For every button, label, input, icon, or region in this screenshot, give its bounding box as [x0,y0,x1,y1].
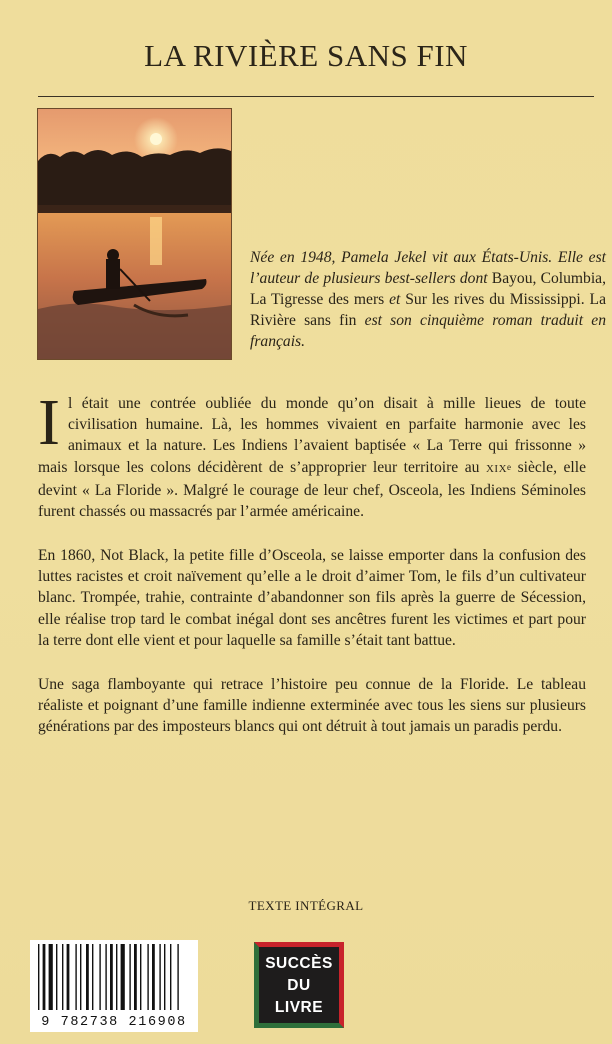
book-title: LA RIVIÈRE SANS FIN [144,38,468,73]
cover-photo [37,108,232,360]
century-numeral: XIX [485,462,508,475]
logo-line-3: LIVRE [274,999,324,1016]
bio-text: est son cinquième roman traduit en français. [250,312,606,350]
bio-text: et [384,291,406,308]
summary-paragraph-1 [38,386,586,522]
summary-paragraph-2: En 1860, Not Black, la petite fille d’Osceola, se laisse emporter dans la confusion des luttes racistes et croit naïvement qu’elle a le droit d’aimer Tom, le fils d’un cultivateur blanc. Trompée, trahie, contrainte d’abandonner son fils après la guerre de Sécession, elle réalise trop tard le combat inégal dont ses ancêtres furent les victimes et part pour la terre dont elle vient et pour laquelle sa famille s’était tant battue. [38,547,586,649]
bio-book-titles: Sur les rives du Mississippi. La Rivière sans fin [250,291,606,329]
sunset-river-canoe-illustration [38,109,231,359]
paragraph-text: l était une contrée oubliée du monde qu’on disait à mille lieues de toute civilisation humaine. Là, les hommes vivaient en parfaite harmonie avec les animaux et la nature. Les Indiens l’avaient baptisée « La Terre qui frissonne » mais lorsque les colons décidèrent de s’approprier leur territoire au [38,395,586,476]
century-superscript: e [507,461,512,472]
barcode-bars [30,944,198,1014]
logo-line-2: DU [287,977,311,994]
paragraph-text: siècle, elle devint « La Floride ». Malgré le courage de leur chef, Osceola, les Indiens Séminoles furent chassés ou massacrés par l’armée américaine. [38,458,586,521]
drop-cap: I [38,386,60,459]
author-bio [250,247,606,352]
succes-du-livre-logo [254,942,344,1028]
bio-book-titles: Bayou, Columbia, La Tigresse des mers [250,270,606,308]
bio-text: Née en 1948, Pamela Jekel vit aux États-Unis. Elle est l’auteur de plusieurs best-sellers dont [250,249,606,287]
unabridged-label: TEXTE INTÉGRAL [248,898,364,913]
logo-line-1: SUCCÈS [265,955,333,972]
summary-paragraph-3: Une saga flamboyante qui retrace l’histoire peu connue de la Floride. Le tableau réaliste et poignant d’une famille indienne exterminée avec tous les siens sur plusieurs générations par des imposteurs blancs qui ont détruit à tout jamais un paradis perdu. [38,676,586,736]
isbn-barcode [30,940,198,1032]
isbn-number: 9 782738 216908 [41,1015,187,1030]
title-divider [38,96,594,97]
